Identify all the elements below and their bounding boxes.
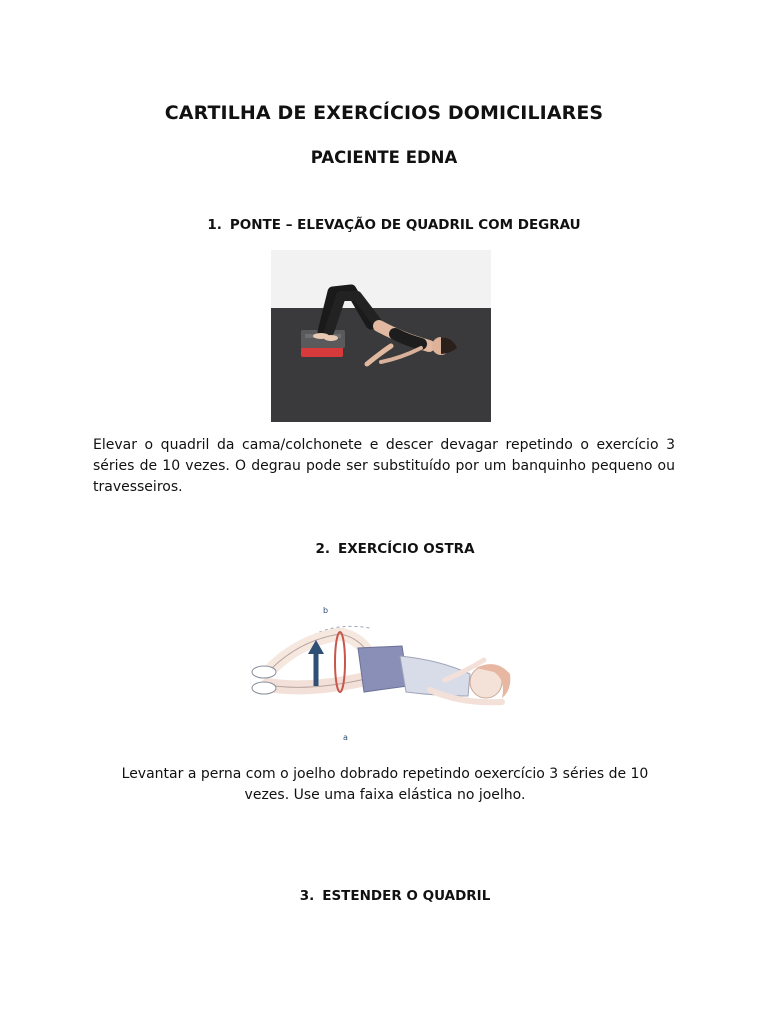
exercise-1-description: Elevar o quadril da cama/colchonete e descer devagar repetindo o exercício 3 séries de 10 vezes. O degrau pode ser substituído por um banquinho pequeno ou travesseiros. — [93, 437, 675, 495]
exercise-2-number: 2. — [315, 541, 330, 557]
document-subtitle: PACIENTE EDNA — [310, 148, 458, 167]
exercise-1-title: PONTE – ELEVAÇÃO DE QUADRIL COM DEGRAU — [229, 217, 581, 233]
exercise-3-number: 3. — [299, 888, 315, 904]
exercise-1-number: 1. — [207, 217, 222, 233]
exercise-2-title: EXERCÍCIO OSTRA — [337, 541, 475, 557]
bridge-exercise-icon — [271, 250, 491, 422]
clamshell-exercise-illustration — [240, 600, 530, 745]
exercise-1-heading — [10, 217, 768, 233]
exercise-2-description: Levantar a perna com o joelho dobrado repetindo oexercício 3 séries de 10 vezes. Use uma faixa elástica no joelho. — [121, 766, 649, 803]
document-title: CARTILHA DE EXERCÍCIOS DOMICILIARES — [164, 102, 604, 124]
exercise-3-title: ESTENDER O QUADRIL — [322, 888, 491, 904]
exercise-2-heading — [11, 541, 768, 557]
exercise-3-heading — [11, 888, 768, 904]
label-b: b — [323, 606, 329, 615]
bridge-exercise-photo — [271, 250, 491, 422]
clamshell-exercise-icon — [240, 600, 530, 745]
label-a: a — [343, 733, 348, 742]
